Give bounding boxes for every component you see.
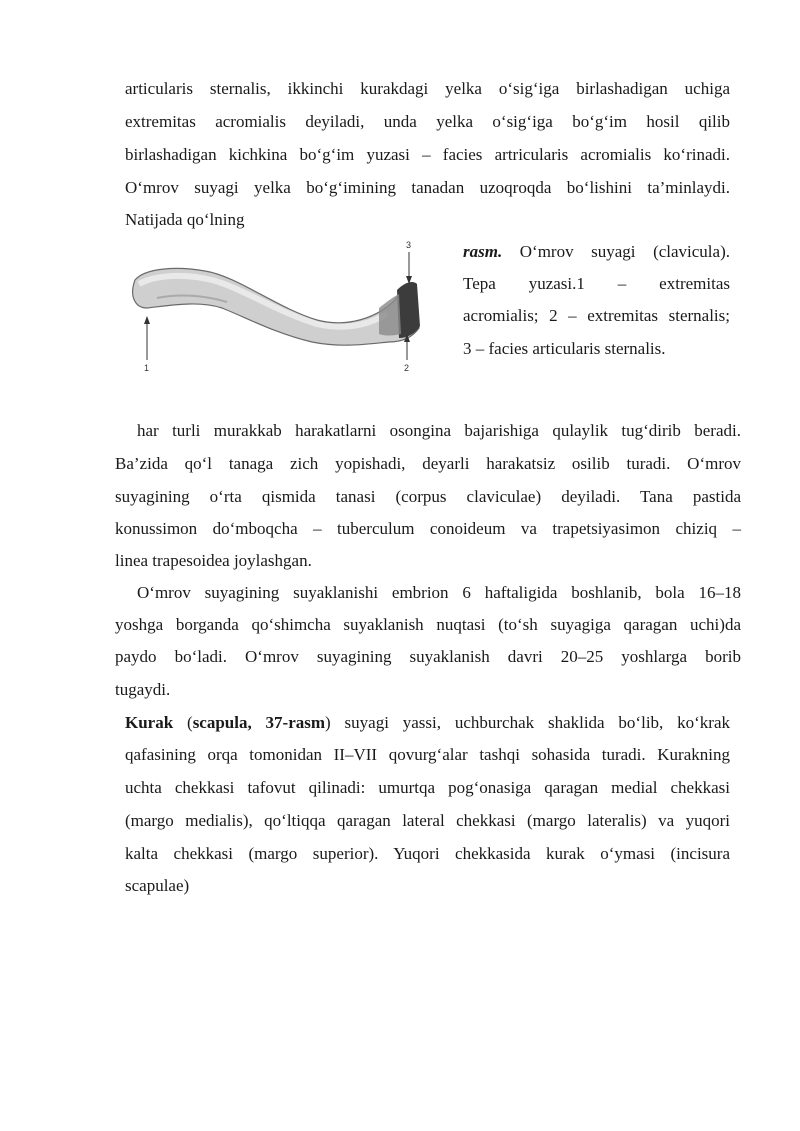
paragraph-line: qafasining orqa tomonidan II–VII qovurg‘alar tashqi sohasida turadi. Kurakning — [125, 745, 730, 764]
paragraph-line: tugaydi. — [115, 680, 171, 699]
paragraph-line: kalta chekkasi (margo superior). Yuqori chekkasida kurak o‘ymasi (incisura — [125, 844, 730, 863]
paragraph-line: Kurak (scapula, 37-rasm) suyagi yassi, uchburchak shaklida bo‘lib, ko‘krak — [125, 713, 730, 732]
term-kurak: Kurak — [125, 713, 174, 732]
clavicle-figure — [127, 238, 427, 378]
figure-label-2: 2 — [404, 363, 410, 373]
figure-caption-line: 3 – facies articularis sternalis. — [463, 339, 666, 358]
figure-caption-line: Tepa yuzasi.1 – extremitas — [463, 274, 730, 293]
paragraph-line: O‘mrov suyagi yelka bo‘g‘imining tanadan uzoqroqda bo‘lishini ta’minlaydi. — [125, 178, 730, 197]
paragraph-line: birlashadigan kichkina bo‘g‘im yuzasi – facies artricularis acromialis ko‘rinadi. — [125, 145, 730, 164]
paragraph-line: paydo bo‘ladi. O‘mrov suyagining suyaklanish davri 20–25 yoshlarga borib — [115, 647, 741, 666]
paragraph-line: uchta chekkasi tafovut qilinadi: umurtqa pog‘onasiga qaragan medial chekkasi — [125, 778, 730, 797]
paragraph-line: konussimon do‘mboqcha – tuberculum conoideum va trapetsiyasimon chiziq – — [115, 519, 741, 538]
figure-label-1: 1 — [144, 363, 150, 373]
paragraph-line: Natijada qo‘lning — [125, 210, 245, 229]
paragraph-line: har turli murakkab harakatlarni osongina bajarishiga qulaylik tug‘dirib beradi. — [137, 421, 741, 440]
figure-label-3: 3 — [406, 240, 412, 250]
paragraph-line: (margo medialis), qo‘ltiqqa qaragan lateral chekkasi (margo lateralis) va yuqori — [125, 811, 730, 830]
paragraph-line: extremitas acromialis deyiladi, unda yelka o‘sig‘iga bo‘g‘im hosil qilib — [125, 112, 730, 131]
paragraph-line: yoshga borganda qo‘shimcha suyaklanish nuqtasi (to‘sh suyagiga qaragan uchi)da — [115, 615, 741, 634]
figure-caption-line: acromialis; 2 – extremitas sternalis; — [463, 306, 730, 325]
paragraph-line: scapulae) — [125, 876, 190, 895]
paragraph-line: Ba’zida qo‘l tanaga zich yopishadi, deyarli harakatsiz osilib turadi. O‘mrov — [115, 454, 741, 473]
paragraph-line: suyagining o‘rta qismida tanasi (corpus claviculae) deyiladi. Tana pastida — [115, 487, 741, 506]
paragraph-line: linea trapesoidea joylashgan. — [115, 551, 312, 570]
term-scapula-ref: scapula, 37-rasm — [192, 713, 326, 732]
figure-caption-word: rasm. — [463, 242, 503, 261]
paragraph-line: articularis sternalis, ikkinchi kurakdagi yelka o‘sig‘iga birlashadigan uchiga — [125, 79, 730, 98]
figure-caption-line: rasm. O‘mrov suyagi (clavicula). — [463, 242, 730, 261]
paragraph-line: O‘mrov suyagining suyaklanishi embrion 6 haftaligida boshlanib, bola 16–18 — [137, 583, 741, 602]
